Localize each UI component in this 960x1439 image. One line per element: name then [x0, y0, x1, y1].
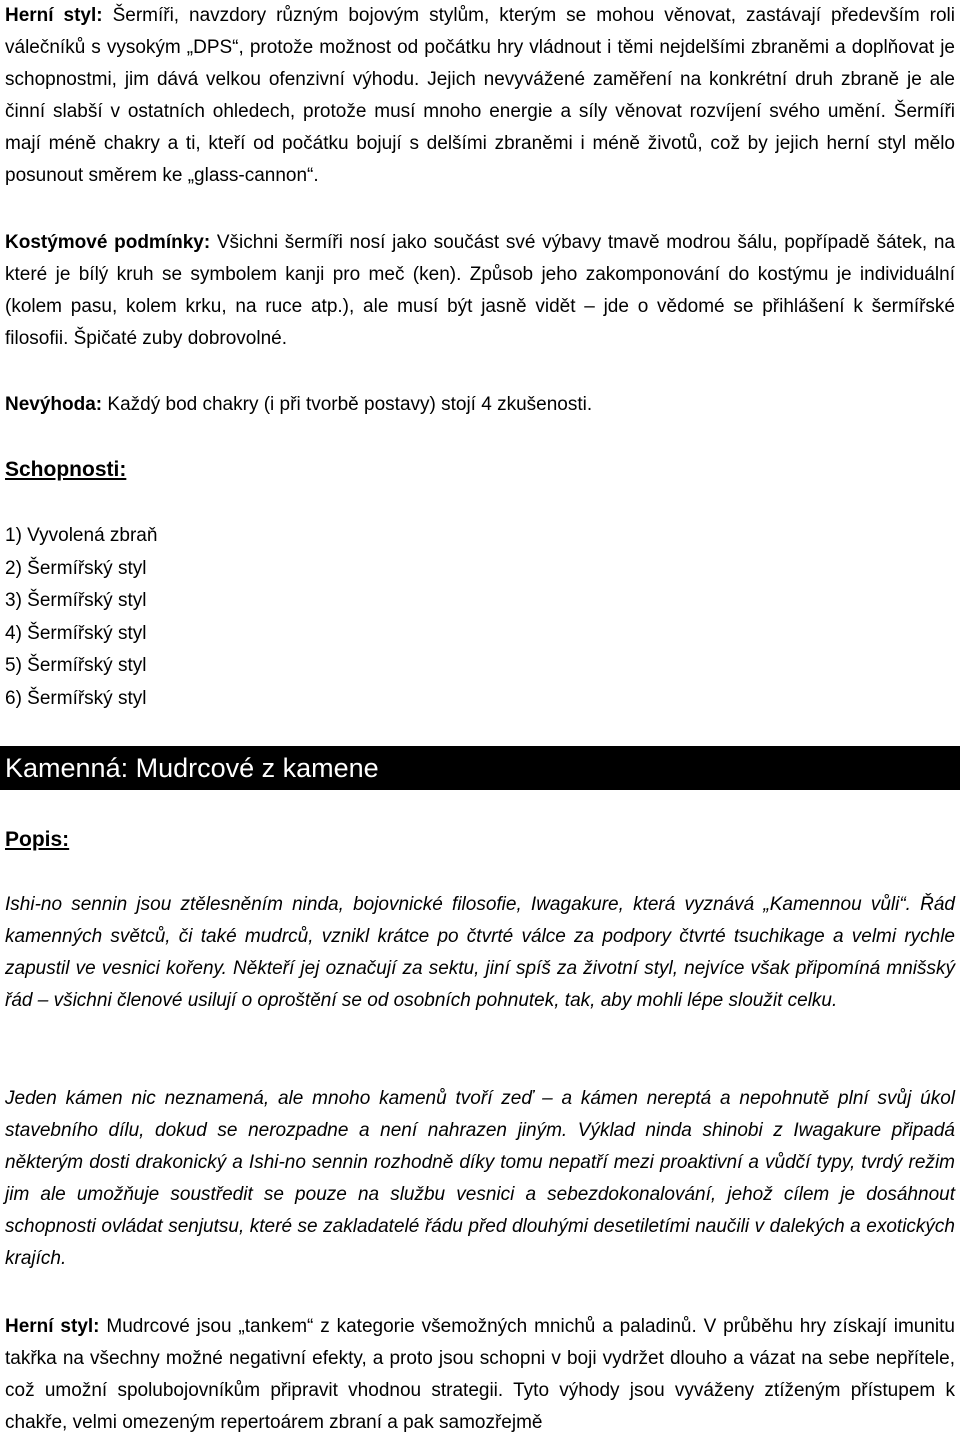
disadvantage-label: Nevýhoda:: [5, 394, 103, 415]
list-item: 1) Vyvolená zbraň: [5, 525, 158, 546]
game-style-label: Herní styl:: [5, 1316, 100, 1337]
abilities-list: [5, 520, 157, 715]
list-item: 3) Šermířský styl: [5, 590, 147, 611]
costume-paragraph: [5, 227, 955, 355]
description-heading: Popis:: [5, 828, 70, 851]
abilities-heading: Schopnosti:: [5, 458, 127, 481]
list-item: 5) Šermířský styl: [5, 655, 147, 676]
disadvantage-text: Každý bod chakry (i při tvorbě postavy) stojí 4 zkušenosti.: [102, 394, 593, 415]
section-title-bar: [0, 746, 960, 790]
game-style-paragraph-swordsmen: [5, 0, 955, 192]
section-title: Kamenná: Mudrcové z kamene: [5, 753, 379, 783]
game-style-text: Šermíři, navzdory různým bojovým stylům, kterým se mohou věnovat, zastávají především roli válečníků s vysokým „DPS“, protože možnost od počátku hry vládnout i těmi nejdelšími zbraněmi a doplňovat je schopnostmi, jim dává velkou ofenzivní výhodu. Jejich nevyvážené zaměření na konkrétní druh zbraně je ale činní slabší v ostatních ohledech, protože musí mnoho energie a síly věnovat rozvíjení svého umění. Šermíři mají méně chakry a ti, kteří od počátku bojují s delšími zbraněmi i méně životů, což by jejich herní styl mělo posunout směrem ke „glass-cannon“.: [5, 5, 955, 186]
description-paragraph-1: Ishi-no sennin jsou ztělesněním ninda, bojovnické filosofie, Iwagakure, která vyznává „Kamennou vůli“. Řád kamenných světců, či také mudrců, vznikl krátce po čtvrté válce za podpory čtvrté tsuchikage a velmi rychle zapustil ve vesnici kořeny. Někteří jej označují za sektu, jiní spíš za životní styl, nejvíce však připomíná mnišský řád – všichni členové usilují o oproštění se od osobních pohnutek, tak, aby mohli lépe sloužit celku.: [5, 894, 955, 1011]
disadvantage-paragraph: [5, 389, 955, 421]
description-paragraph-2: Jeden kámen nic neznamená, ale mnoho kamenů tvoří zeď – a kámen nereptá a nepohnutě plní svůj úkol stavebního dílu, dokud se nerozpadne a není nahrazen jiným. Výklad ninda shinobi z Iwagakure připadá některým dosti drakonický a Ishi-no sennin rozhodně díky tomu nepatří mezi proaktivní a vůdčí typy, tvrdý režim jim ale umožňuje soustředit se pouze na službu vesnici a sebezdokonalování, jehož cílem je dosáhnout schopnosti ovládat senjutsu, které se zakladatelé řádu před dlouhými desetiletími naučili v dalekých a exotických krajích.: [5, 1088, 955, 1269]
game-style-label: Herní styl:: [5, 5, 103, 26]
costume-label: Kostýmové podmínky:: [5, 232, 211, 253]
costume-text: Všichni šermíři nosí jako součást své výbavy tmavě modrou šálu, popřípadě šátek, na které je bílý kruh se symbolem kanji pro meč (ken). Způsob jeho zakomponování do kostýmu je individuální (kolem pasu, kolem krku, na ruce atp.), ale musí být jasně vidět – jde o vědomé se přihlášení k šermířské filosofii. Špičaté zuby dobrovolné.: [5, 232, 955, 349]
game-style-paragraph-sages: [5, 1311, 955, 1439]
game-style-text: Mudrcové jsou „tankem“ z kategorie všemožných mnichů a paladinů. V průběhu hry získají imunitu takřka na všechny možné negativní efekty, a proto jsou schopni v boji vydržet dlouho a vázat na sebe nepřítele, což umožní spolubojovníkům připravit vhodnou strategii. Tyto výhody jsou vyváženy ztíženým přístupem k chakře, velmi omezeným repertoárem zbraní a pak samozřejmě: [5, 1316, 955, 1433]
list-item: 6) Šermířský styl: [5, 687, 147, 709]
list-item: 4) Šermířský styl: [5, 622, 147, 644]
list-item: 2) Šermířský styl: [5, 557, 147, 579]
